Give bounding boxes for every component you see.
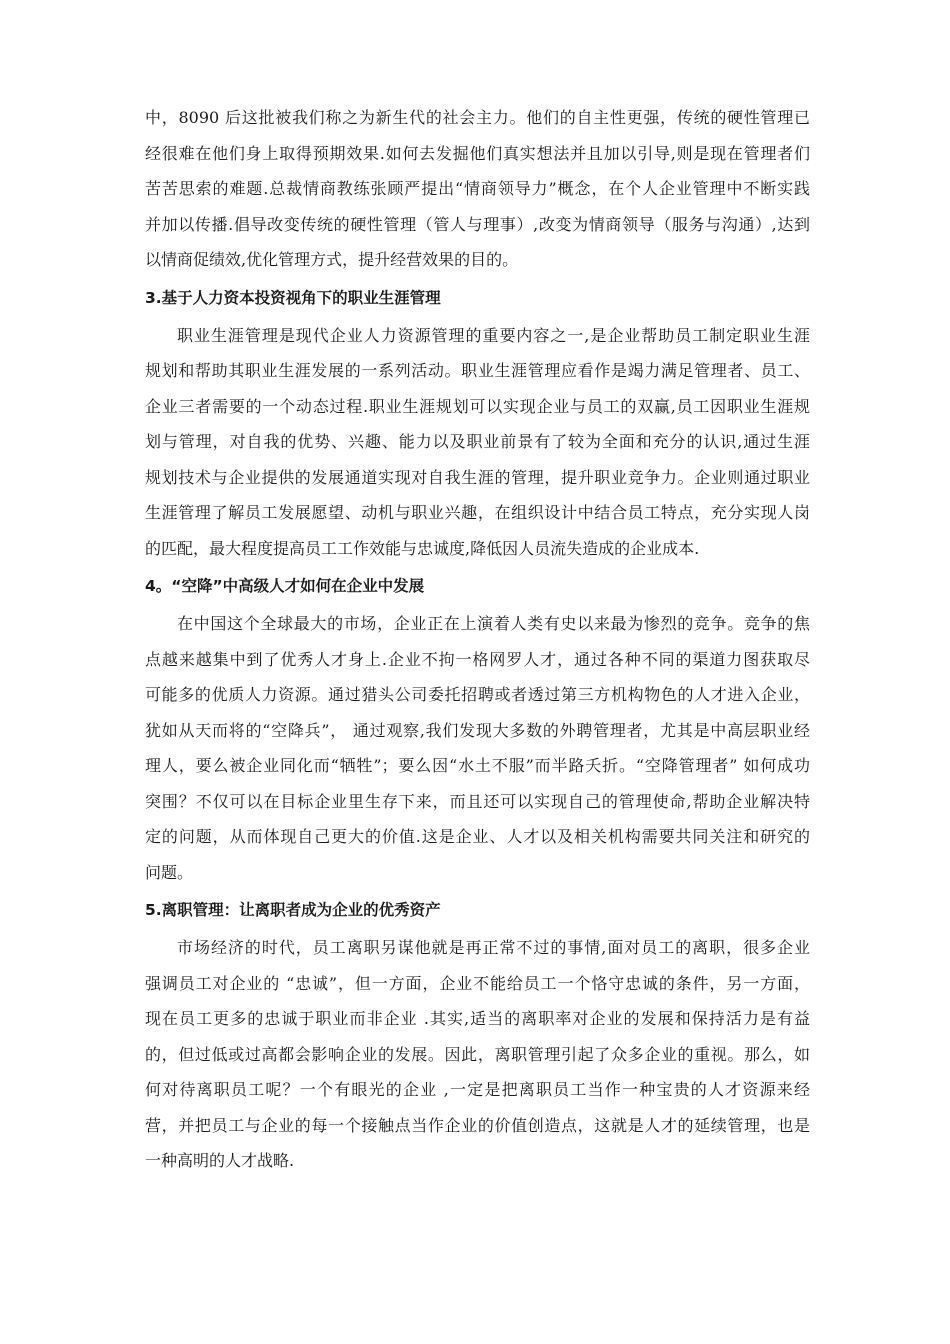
- paragraph-airborne-talent: [145, 606, 810, 890]
- text-line: 营，并把员工与企业的每一个接触点当作企业的价值创造点，这就是人才的延续管理，也是: [145, 1115, 810, 1135]
- text-line: 划与管理，对自我的优势、兴趣、能力以及职业前景有了较为全面和充分的认识,通过生涯: [145, 432, 810, 451]
- text-line: 一种高明的人才战略.: [145, 1151, 295, 1170]
- paragraph-career-management: [145, 318, 810, 567]
- text-line: 强调员工对企业的 “忠诚”，但一方面，企业不能给员工一个恪守忠诚的条件，另一方面，: [145, 973, 810, 993]
- text-line: 经很难在他们身上取得预期效果.如何去发掘他们真实想法并且加以引导,则是现在管理者们: [145, 143, 810, 163]
- text-line: 生涯管理了解员工发展愿望、动机与职业兴趣，在组织设计中结合员工特点，充分实现人岗: [145, 503, 810, 522]
- text-line: 职业生涯管理是现代企业人力资源管理的重要内容之一,是企业帮助员工制定职业生涯: [177, 325, 810, 345]
- section-heading-4: 4。“空降”中高级人才如何在企业中发展: [145, 577, 425, 595]
- text-line: 定的问题，从而体现自己更大的价值.这是企业、人才以及相关机构需要共同关注和研究的: [145, 827, 810, 846]
- text-line: 苦苦思索的难题.总裁情商教练张顾严提出“情商领导力”概念，在个人企业管理中不断实践: [145, 179, 810, 198]
- paragraph-resignation-management: [145, 930, 810, 1179]
- text-line: 规划技术与企业提供的发展通道实现对自我生涯的管理，提升职业竞争力。企业则通过职业: [145, 467, 810, 487]
- section-heading-3: 3.基于人力资本投资视角下的职业生涯管理: [145, 288, 441, 307]
- text-line: 规划和帮助其职业生涯发展的一系列活动。职业生涯管理应看作是竭力满足管理者、员工、: [145, 361, 810, 380]
- paragraph-intro: [145, 100, 810, 278]
- document-body: [145, 100, 810, 1179]
- text-line: 突围？不仅可以在目标企业里生存下来，而且还可以实现自己的管理使命,帮助企业解决特: [145, 791, 810, 811]
- text-line: 以情商促绩效,优化管理方式，提升经营效果的目的。: [145, 250, 519, 269]
- text-line: 何对待离职员工呢？一个有眼光的企业 ,一定是把离职员工当作一种宝贵的人才资源来经: [145, 1080, 810, 1099]
- section-heading-5: 5.离职管理：让离职者成为企业的优秀资产: [145, 901, 441, 919]
- text-line: 可能多的优质人力资源。通过猎头公司委托招聘或者透过第三方机构物色的人才进入企业，: [145, 685, 810, 704]
- text-line: 的匹配，最大程度提高员工工作效能与忠诚度,降低因人员流失造成的企业成本.: [145, 538, 700, 558]
- text-line: 在中国这个全球最大的市场，企业正在上演着人类有史以来最为惨烈的竞争。竞争的焦: [177, 614, 810, 633]
- text-line: 现在员工更多的忠诚于职业而非企业 .其实,适当的离职率对企业的发展和保持活力是有益: [145, 1009, 810, 1028]
- text-line: 点越来越集中到了优秀人才身上.企业不拘一格网罗人才，通过各种不同的渠道力图获取尽: [145, 649, 810, 669]
- text-line: 市场经济的时代，员工离职另谋他就是再正常不过的事情,面对员工的离职，很多企业: [177, 938, 810, 957]
- text-line: 犹如从天而将的“空降兵”， 通过观察,我们发现大多数的外聘管理者，尤其是中高层职业经: [145, 720, 810, 740]
- text-line: 问题。: [145, 862, 194, 882]
- text-line: 并加以传播.倡导改变传统的硬性管理（管人与理事）,改变为情商领导（服务与沟通）,达到: [145, 214, 810, 234]
- text-line: 企业三者需要的一个动态过程.职业生涯规划可以实现企业与员工的双赢,员工因职业生涯规: [145, 396, 810, 416]
- text-line: 理人，要么被企业同化而“牺牲”；要么因“水土不服”而半路夭折。“空降管理者” 如何成功: [145, 756, 810, 775]
- text-line: 中，8090 后这批被我们称之为新生代的社会主力。他们的自主性更强，传统的硬性管理已: [145, 108, 810, 127]
- text-line: 的，但过低或过高都会影响企业的发展。因此，离职管理引起了众多企业的重视。那么，如: [145, 1044, 810, 1064]
